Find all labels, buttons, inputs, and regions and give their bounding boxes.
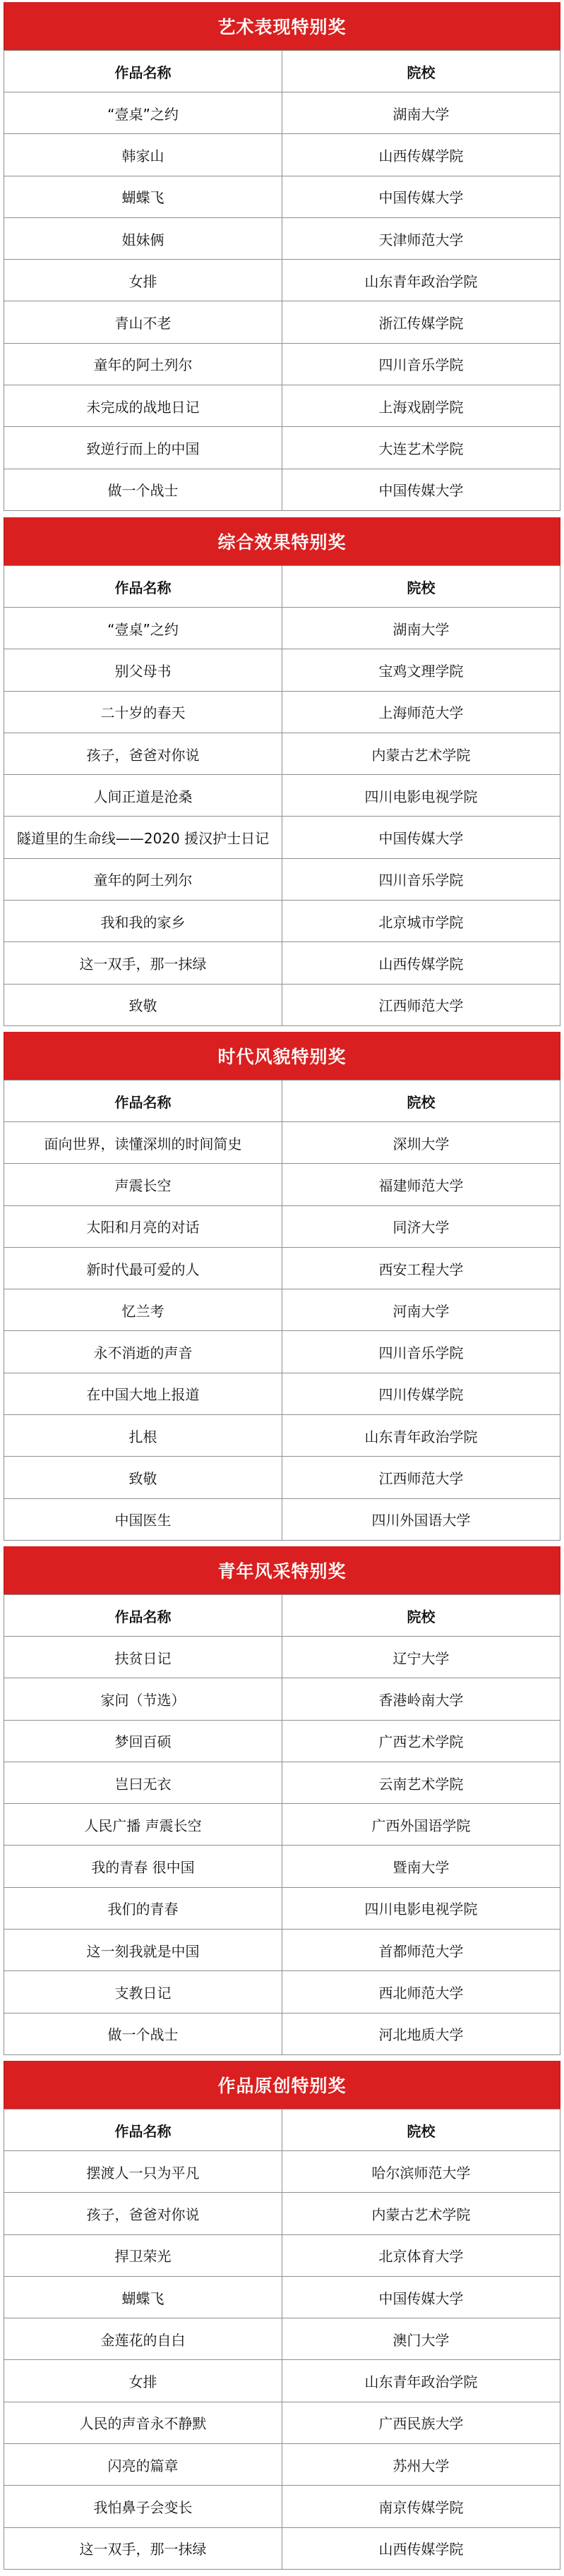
table-row [4,134,560,176]
table-row [4,2444,560,2486]
table-row [4,1930,560,1971]
work-name-cell: 我和我的家乡 [4,901,282,942]
work-name-cell: 女排 [4,260,282,301]
work-name-cell: 人民的声音永不静默 [4,2402,282,2443]
table-row [4,2151,560,2193]
column-header-school: 院校 [282,1595,560,1637]
work-name-cell: 忆兰考 [4,1289,282,1331]
work-name-cell: 别父母书 [4,649,282,691]
school-cell: 澳门大学 [282,2318,560,2360]
school-cell: 山西传媒学院 [282,2527,560,2569]
work-name-cell: 太阳和月亮的对话 [4,1205,282,1247]
school-cell: 中国传媒大学 [282,817,560,858]
work-name-cell: 岂曰无衣 [4,1762,282,1803]
school-cell: 湖南大学 [282,608,560,649]
school-cell: 山东青年政治学院 [282,1415,560,1457]
award-section [4,2061,560,2568]
table-header-row [4,1595,560,1637]
table-row [4,469,560,510]
school-cell: 河北地质大学 [282,2013,560,2054]
section-title: 时代风貌特别奖 [4,1032,560,1080]
school-cell: 南京传媒学院 [282,2486,560,2527]
work-name-cell: 人民广播 声震长空 [4,1804,282,1846]
table-row [4,1331,560,1373]
work-name-cell: “壹桌”之约 [4,608,282,649]
work-name-cell: 人间正道是沧桑 [4,775,282,817]
table-row [4,2527,560,2569]
table-row [4,1415,560,1457]
section-title: 青年风采特别奖 [4,1546,560,1594]
school-cell: 中国传媒大学 [282,2276,560,2318]
work-name-cell: 隧道里的生命线——2020 援汉护士日记 [4,817,282,858]
school-cell: 福建师范大学 [282,1164,560,1205]
school-cell: 香港岭南大学 [282,1678,560,1720]
school-cell: 暨南大学 [282,1846,560,1887]
work-name-cell: 蝴蝶飞 [4,176,282,217]
table-row [4,901,560,942]
column-header-work-name: 作品名称 [4,566,282,608]
school-cell: 北京体育大学 [282,2234,560,2276]
table-row [4,1205,560,1247]
school-cell: 深圳大学 [282,1122,560,1164]
work-name-cell: 童年的阿土列尔 [4,858,282,900]
column-header-work-name: 作品名称 [4,2109,282,2151]
school-cell: 四川电影电视学院 [282,775,560,817]
table-row [4,260,560,301]
table-row [4,1804,560,1846]
school-cell: 北京城市学院 [282,901,560,942]
table-row [4,176,560,217]
school-cell: 河南大学 [282,1289,560,1331]
school-cell: 浙江传媒学院 [282,301,560,343]
table-header-row [4,2109,560,2151]
work-name-cell: 梦回百硕 [4,1720,282,1762]
work-name-cell: 永不消逝的声音 [4,1331,282,1373]
table-row [4,2276,560,2318]
table-row [4,608,560,649]
work-name-cell: 致敬 [4,1457,282,1498]
school-cell: 首都师范大学 [282,1930,560,1971]
table-row [4,427,560,469]
table-row [4,817,560,858]
column-header-school: 院校 [282,51,560,92]
work-name-cell: 摆渡人一只为平凡 [4,2151,282,2193]
work-name-cell: 闪亮的篇章 [4,2444,282,2486]
awards-table [4,1594,560,2055]
school-cell: 山西传媒学院 [282,134,560,176]
school-cell: 辽宁大学 [282,1637,560,1678]
awards-table [4,1080,560,1541]
table-row [4,1457,560,1498]
work-name-cell: 青山不老 [4,301,282,343]
table-row [4,775,560,817]
work-name-cell: 孩子，爸爸对你说 [4,2193,282,2234]
awards-table [4,50,560,511]
table-row [4,1164,560,1205]
work-name-cell: 这一刻我就是中国 [4,1930,282,1971]
school-cell: 天津师范大学 [282,217,560,259]
award-section [4,2,560,509]
school-cell: 同济大学 [282,1205,560,1247]
table-row [4,1122,560,1164]
work-name-cell: 女排 [4,2360,282,2402]
school-cell: 四川音乐学院 [282,858,560,900]
table-header-row [4,51,560,92]
table-row [4,733,560,774]
school-cell: 山东青年政治学院 [282,260,560,301]
school-cell: 云南艺术学院 [282,1762,560,1803]
school-cell: 内蒙古艺术学院 [282,733,560,774]
table-row [4,2234,560,2276]
work-name-cell: 韩家山 [4,134,282,176]
school-cell: 苏州大学 [282,2444,560,2486]
table-row [4,1971,560,2013]
work-name-cell: 在中国大地上报道 [4,1373,282,1414]
school-cell: 广西民族大学 [282,2402,560,2443]
work-name-cell: 二十岁的春天 [4,691,282,733]
table-row [4,92,560,134]
school-cell: 广西艺术学院 [282,1720,560,1762]
school-cell: 上海戏剧学院 [282,385,560,427]
table-row [4,1678,560,1720]
work-name-cell: 扶贫日记 [4,1637,282,1678]
work-name-cell: 做一个战士 [4,469,282,510]
work-name-cell: 捍卫荣光 [4,2234,282,2276]
table-row [4,2193,560,2234]
work-name-cell: 金莲花的自白 [4,2318,282,2360]
awards-table [4,565,560,1026]
school-cell: 四川音乐学院 [282,343,560,385]
section-title: 艺术表现特别奖 [4,2,560,50]
section-title: 综合效果特别奖 [4,517,560,565]
table-row [4,385,560,427]
school-cell: 江西师范大学 [282,984,560,1025]
table-row [4,217,560,259]
table-row [4,2360,560,2402]
table-row [4,1373,560,1414]
work-name-cell: 未完成的战地日记 [4,385,282,427]
table-row [4,1762,560,1803]
school-cell: 江西师范大学 [282,1457,560,1498]
work-name-cell: 这一双手，那一抹绿 [4,942,282,984]
table-row [4,2402,560,2443]
table-header-row [4,1081,560,1122]
table-row [4,2318,560,2360]
table-row [4,1720,560,1762]
school-cell: 西北师范大学 [282,1971,560,2013]
table-row [4,858,560,900]
table-row [4,1247,560,1289]
work-name-cell: 声震长空 [4,1164,282,1205]
school-cell: 哈尔滨师范大学 [282,2151,560,2193]
work-name-cell: 扎根 [4,1415,282,1457]
table-row [4,942,560,984]
work-name-cell: 童年的阿土列尔 [4,343,282,385]
work-name-cell: 这一双手，那一抹绿 [4,2527,282,2569]
school-cell: 山东青年政治学院 [282,2360,560,2402]
school-cell: 四川音乐学院 [282,1331,560,1373]
work-name-cell: 家问（节选） [4,1678,282,1720]
table-row [4,1846,560,1887]
work-name-cell: 致敬 [4,984,282,1025]
school-cell: 山西传媒学院 [282,942,560,984]
school-cell: 四川外国语大学 [282,1498,560,1540]
table-row [4,343,560,385]
table-row [4,1637,560,1678]
award-section [4,1546,560,2053]
column-header-school: 院校 [282,2109,560,2151]
table-header-row [4,566,560,608]
school-cell: 上海师范大学 [282,691,560,733]
awards-table [4,2109,560,2570]
school-cell: 大连艺术学院 [282,427,560,469]
work-name-cell: 我的青春 很中国 [4,1846,282,1887]
work-name-cell: 支教日记 [4,1971,282,2013]
table-row [4,1289,560,1331]
column-header-school: 院校 [282,566,560,608]
work-name-cell: 新时代最可爱的人 [4,1247,282,1289]
school-cell: 中国传媒大学 [282,176,560,217]
work-name-cell: “壹桌”之约 [4,92,282,134]
work-name-cell: 致逆行而上的中国 [4,427,282,469]
table-row [4,2486,560,2527]
work-name-cell: 面向世界，读懂深圳的时间简史 [4,1122,282,1164]
column-header-work-name: 作品名称 [4,1595,282,1637]
school-cell: 四川传媒学院 [282,1373,560,1414]
work-name-cell: 姐妹俩 [4,217,282,259]
section-title: 作品原创特别奖 [4,2061,560,2109]
table-row [4,301,560,343]
school-cell: 广西外国语学院 [282,1804,560,1846]
award-section [4,517,560,1024]
school-cell: 四川电影电视学院 [282,1887,560,1929]
school-cell: 内蒙古艺术学院 [282,2193,560,2234]
work-name-cell: 做一个战士 [4,2013,282,2054]
column-header-school: 院校 [282,1081,560,1122]
table-row [4,1498,560,1540]
table-row [4,691,560,733]
school-cell: 中国传媒大学 [282,469,560,510]
table-row [4,649,560,691]
column-header-work-name: 作品名称 [4,1081,282,1122]
school-cell: 湖南大学 [282,92,560,134]
work-name-cell: 孩子，爸爸对你说 [4,733,282,774]
table-row [4,1887,560,1929]
table-row [4,984,560,1025]
table-row [4,2013,560,2054]
award-section [4,1032,560,1539]
column-header-work-name: 作品名称 [4,51,282,92]
work-name-cell: 中国医生 [4,1498,282,1540]
school-cell: 宝鸡文理学院 [282,649,560,691]
work-name-cell: 蝴蝶飞 [4,2276,282,2318]
school-cell: 西安工程大学 [282,1247,560,1289]
work-name-cell: 我们的青春 [4,1887,282,1929]
work-name-cell: 我怕鼻子会变长 [4,2486,282,2527]
